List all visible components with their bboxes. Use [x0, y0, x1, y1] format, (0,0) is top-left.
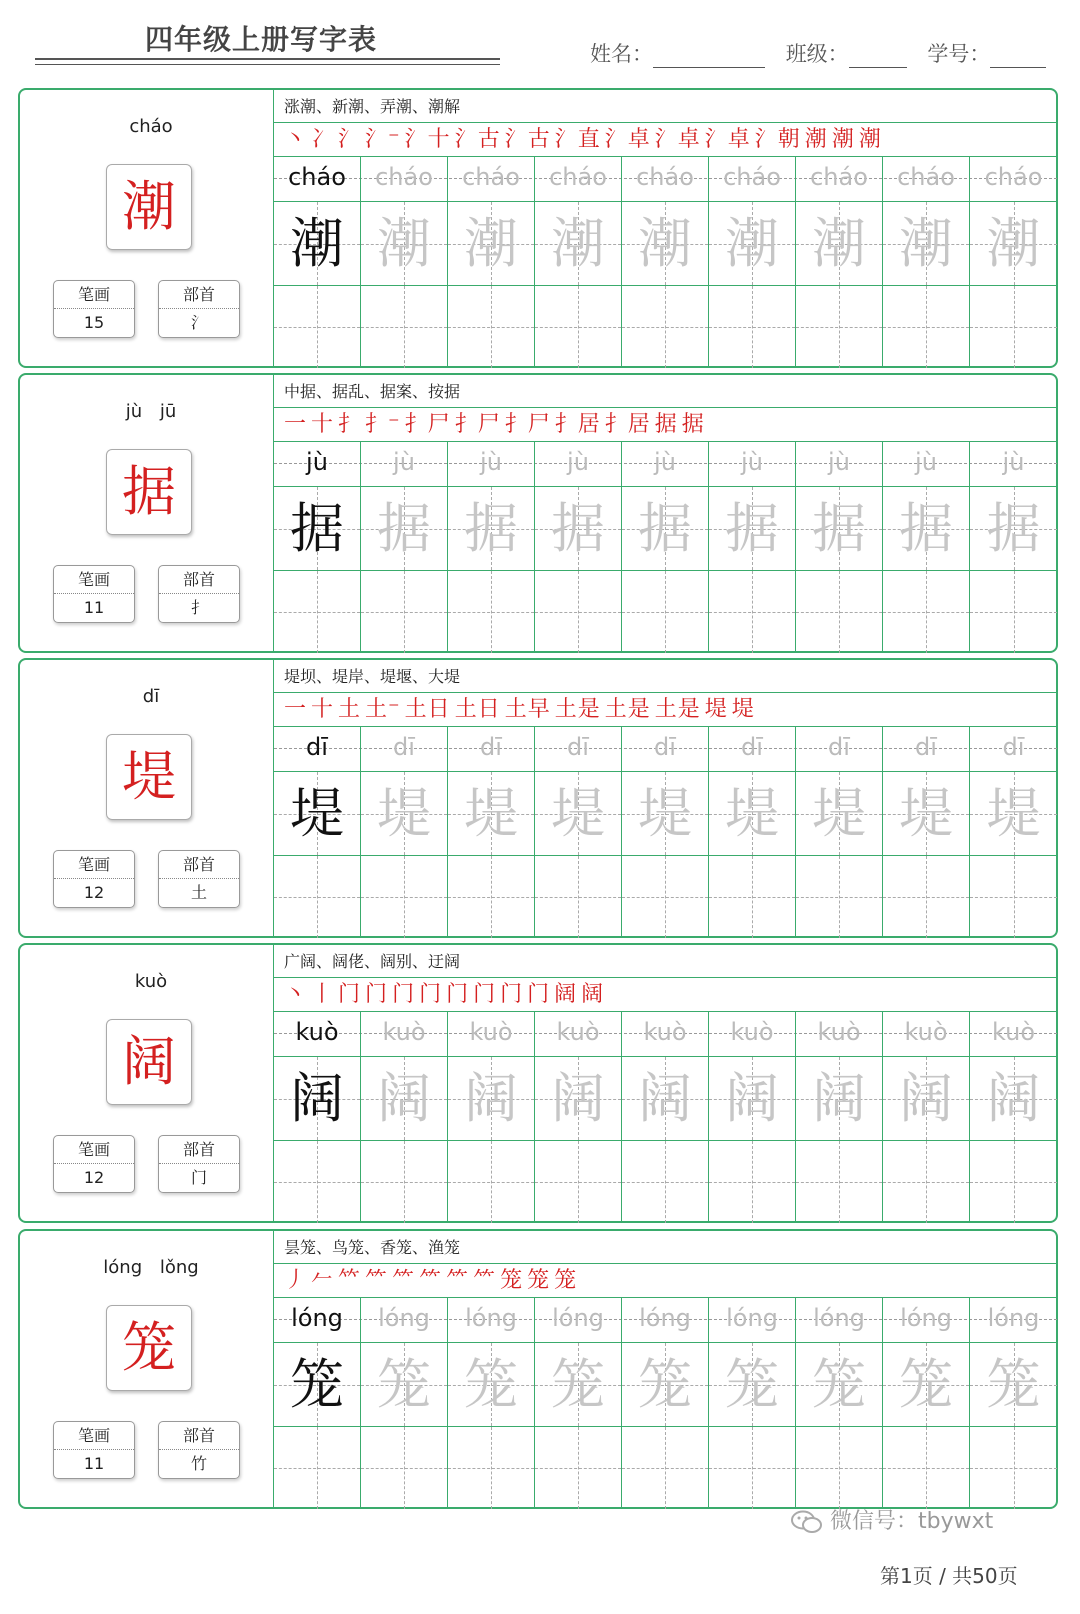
- character-info: [20, 90, 282, 366]
- stroke-step: 笼: [527, 1268, 551, 1293]
- stroke-step: 土是: [654, 697, 701, 722]
- pinyin-cell[interactable]: lóng: [709, 1298, 796, 1342]
- trace-cell[interactable]: 笼: [883, 1343, 970, 1426]
- stroke-step: 潮: [804, 127, 828, 152]
- stroke-step: 门: [500, 982, 524, 1007]
- stroke-step: 氵古: [454, 127, 501, 152]
- trace-cell[interactable]: 阔: [622, 1057, 709, 1140]
- blank-cell[interactable]: [274, 1427, 361, 1509]
- pinyin-cell[interactable]: dī: [796, 727, 883, 771]
- stroke-step: 堤: [704, 697, 728, 722]
- trace-row: [274, 202, 1057, 286]
- blank-cell[interactable]: [535, 856, 622, 938]
- trace-cell[interactable]: 阔: [361, 1057, 448, 1140]
- stroke-step: 氵: [338, 127, 362, 152]
- pinyin-cell[interactable]: kuò: [709, 1012, 796, 1056]
- student-fields: [590, 38, 1060, 68]
- blank-cell[interactable]: [970, 856, 1057, 938]
- stroke-step: 丨: [311, 982, 335, 1007]
- example-words: 广阔、阔佬、阔别、迂阔: [274, 945, 1057, 978]
- stroke-step: ⺮: [473, 1268, 497, 1293]
- trace-cell[interactable]: 笼: [448, 1343, 535, 1426]
- character-info: [20, 660, 282, 936]
- character-pinyin: lóng lǒng: [103, 1257, 199, 1278]
- stroke-order: [274, 693, 1057, 727]
- pinyin-row: [274, 442, 1057, 487]
- pinyin-cell[interactable]: cháo: [448, 157, 535, 201]
- stroke-step: 扌⁻: [365, 412, 401, 437]
- stroke-step: 土⁻: [365, 697, 401, 722]
- pinyin-cell[interactable]: cháo: [274, 157, 361, 201]
- trace-cell[interactable]: 阔: [796, 1057, 883, 1140]
- pinyin-row: [274, 157, 1057, 202]
- practice-grid: [274, 442, 1057, 653]
- trace-row: [274, 1057, 1057, 1141]
- blank-cell[interactable]: [883, 1427, 970, 1509]
- stroke-step: 阔: [581, 982, 605, 1007]
- trace-cell[interactable]: 潮: [796, 202, 883, 285]
- blank-cell[interactable]: [796, 1427, 883, 1509]
- stroke-step: 土日: [454, 697, 501, 722]
- trace-cell[interactable]: 堤: [883, 772, 970, 855]
- stroke-step: 门: [338, 982, 362, 1007]
- practice-grid: [274, 157, 1057, 368]
- pinyin-row: [274, 1298, 1057, 1343]
- practice-area: [273, 660, 1057, 936]
- trace-cell[interactable]: 堤: [535, 772, 622, 855]
- blank-row: [274, 1427, 1057, 1509]
- practice-grid: [274, 727, 1057, 938]
- pinyin-cell[interactable]: lóng: [987, 1304, 1040, 1332]
- pinyin-cell[interactable]: jù: [274, 442, 361, 486]
- stroke-step: 扌尸: [454, 412, 501, 437]
- stroke-step: ⺮: [419, 1268, 443, 1293]
- trace-cell[interactable]: 堤: [709, 772, 796, 855]
- trace-cell[interactable]: 据: [622, 487, 709, 570]
- character-glyph: 据: [106, 449, 192, 535]
- blank-row: [274, 571, 1057, 653]
- stroke-step: 扌尸: [504, 412, 551, 437]
- blank-cell[interactable]: [274, 856, 361, 938]
- example-words: 涨潮、新潮、弄潮、潮解: [274, 90, 1057, 123]
- stroke-step: 十: [311, 412, 335, 437]
- trace-cell[interactable]: 堤: [361, 772, 448, 855]
- stroke-step: 笼: [554, 1268, 578, 1293]
- wechat-icon: [790, 1510, 824, 1534]
- stroke-step: 潮: [858, 127, 882, 152]
- trace-cell[interactable]: 笼: [622, 1343, 709, 1426]
- pinyin-cell[interactable]: jù: [448, 442, 535, 486]
- stroke-step: 扌居: [554, 412, 601, 437]
- trace-cell[interactable]: 笼: [796, 1343, 883, 1426]
- stroke-order: [274, 123, 1057, 157]
- pinyin-cell[interactable]: cháo: [796, 157, 883, 201]
- pinyin-cell[interactable]: kuò: [535, 1012, 622, 1056]
- title-underline: [35, 58, 500, 60]
- stroke-step: 土是: [604, 697, 651, 722]
- blank-cell[interactable]: [361, 286, 448, 368]
- example-words: 昙笼、鸟笼、香笼、渔笼: [274, 1231, 1057, 1264]
- stroke-step: 氵卓: [604, 127, 651, 152]
- radical-badge: 部首 土: [158, 850, 240, 908]
- pinyin-cell[interactable]: dī: [622, 727, 709, 771]
- page-header: [0, 0, 1080, 90]
- blank-cell[interactable]: [709, 1427, 796, 1509]
- stroke-step: 门: [446, 982, 470, 1007]
- trace-cell[interactable]: 笼: [535, 1343, 622, 1426]
- blank-cell[interactable]: [796, 856, 883, 938]
- pinyin-cell[interactable]: jù: [883, 442, 970, 486]
- page-number: 第1页 / 共50页: [880, 1564, 1018, 1588]
- stroke-step: 潮: [831, 127, 855, 152]
- stroke-order: [274, 1264, 1057, 1298]
- trace-cell[interactable]: 潮: [970, 202, 1057, 285]
- trace-cell[interactable]: 阔: [448, 1057, 535, 1140]
- pinyin-cell[interactable]: lóng: [796, 1298, 883, 1342]
- trace-cell[interactable]: 堤: [796, 772, 883, 855]
- pinyin-row: [274, 1012, 1057, 1057]
- pinyin-cell[interactable]: cháo: [361, 157, 448, 201]
- stroke-step: 一: [284, 412, 308, 437]
- stroke-step: 土是: [554, 697, 601, 722]
- trace-cell[interactable]: 潮: [622, 202, 709, 285]
- blank-cell[interactable]: [622, 856, 709, 938]
- character-pinyin: jù jū: [125, 401, 177, 422]
- pinyin-cell[interactable]: jù: [535, 442, 622, 486]
- pinyin-cell[interactable]: jù: [709, 442, 796, 486]
- stroke-count-badge: 笔画 11: [53, 565, 135, 623]
- stroke-step: 氵十: [404, 127, 451, 152]
- stroke-step: 氵古: [504, 127, 551, 152]
- stroke-step: 氵卓: [704, 127, 751, 152]
- trace-cell[interactable]: 笼: [274, 1343, 361, 1426]
- pinyin-cell[interactable]: kuò: [361, 1012, 448, 1056]
- example-words: 堤坝、堤岸、堤堰、大堤: [274, 660, 1057, 693]
- stroke-step: 门: [473, 982, 497, 1007]
- trace-cell[interactable]: 堤: [274, 772, 361, 855]
- stroke-step: 冫: [311, 127, 335, 152]
- pinyin-cell[interactable]: lóng: [274, 1298, 361, 1342]
- blank-cell[interactable]: [622, 286, 709, 368]
- stroke-step: 扌: [338, 412, 362, 437]
- blank-cell[interactable]: [361, 571, 448, 653]
- blank-cell[interactable]: [448, 571, 535, 653]
- trace-cell[interactable]: 笼: [709, 1343, 796, 1426]
- trace-cell[interactable]: 阔: [709, 1057, 796, 1140]
- stroke-step: 丶: [284, 982, 308, 1007]
- pinyin-cell[interactable]: kuò: [622, 1012, 709, 1056]
- example-words: 中据、据乱、据案、按据: [274, 375, 1057, 408]
- blank-cell[interactable]: [274, 286, 361, 368]
- blank-cell[interactable]: [448, 1427, 535, 1509]
- pinyin-cell[interactable]: cháo: [709, 157, 796, 201]
- stroke-step: 扌居: [604, 412, 651, 437]
- stroke-step: 𠂉: [311, 1268, 335, 1293]
- pinyin-cell[interactable]: lóng: [622, 1298, 709, 1342]
- pinyin-cell[interactable]: dī: [448, 727, 535, 771]
- blank-cell[interactable]: [709, 571, 796, 653]
- trace-cell[interactable]: 堤: [448, 772, 535, 855]
- trace-cell[interactable]: 据: [709, 487, 796, 570]
- blank-cell[interactable]: [709, 856, 796, 938]
- radical-badge: 部首 竹: [158, 1421, 240, 1479]
- practice-area: [273, 945, 1057, 1221]
- stroke-step: 氵卓: [654, 127, 701, 152]
- trace-cell[interactable]: 阔: [883, 1057, 970, 1140]
- trace-row: [274, 1343, 1057, 1427]
- pinyin-cell[interactable]: kuò: [274, 1012, 361, 1056]
- watermark: 微信号：tbywxt: [790, 1504, 993, 1535]
- practice-area: [273, 1231, 1057, 1507]
- pinyin-cell[interactable]: jù: [1002, 448, 1025, 476]
- blank-cell[interactable]: [883, 571, 970, 653]
- blank-cell[interactable]: [796, 286, 883, 368]
- pinyin-cell[interactable]: cháo: [984, 163, 1043, 191]
- blank-cell[interactable]: [274, 571, 361, 653]
- character-glyph: 潮: [106, 164, 192, 250]
- stroke-step: 一: [284, 697, 308, 722]
- practice-grid: [274, 1298, 1057, 1509]
- character-card: [18, 373, 1058, 653]
- character-info: [20, 945, 282, 1221]
- stroke-step: 扌尸: [404, 412, 451, 437]
- blank-cell[interactable]: [448, 286, 535, 368]
- stroke-step: 十: [311, 697, 335, 722]
- page-title: 四年级上册写字表: [145, 23, 378, 56]
- pinyin-cell[interactable]: kuò: [991, 1018, 1036, 1046]
- stroke-step: 土日: [404, 697, 451, 722]
- character-card: [18, 1229, 1058, 1509]
- character-glyph: 堤: [106, 734, 192, 820]
- stroke-step: 土: [338, 697, 362, 722]
- stroke-step: 氵直: [554, 127, 601, 152]
- pinyin-cell[interactable]: cháo: [883, 157, 970, 201]
- pinyin-cell[interactable]: dī: [1002, 733, 1025, 761]
- trace-cell[interactable]: 据: [448, 487, 535, 570]
- blank-cell[interactable]: [361, 1141, 448, 1223]
- pinyin-cell[interactable]: lóng: [361, 1298, 448, 1342]
- blank-cell[interactable]: [622, 1141, 709, 1223]
- stroke-step: 据: [654, 412, 678, 437]
- blank-row: [274, 286, 1057, 368]
- pinyin-cell[interactable]: dī: [535, 727, 622, 771]
- trace-row: [274, 487, 1057, 571]
- radical-badge: 部首 氵: [158, 280, 240, 338]
- trace-cell[interactable]: 据: [274, 487, 361, 570]
- blank-cell[interactable]: [535, 1141, 622, 1223]
- blank-cell[interactable]: [361, 856, 448, 938]
- blank-row: [274, 1141, 1057, 1223]
- stroke-count-badge: 笔画 15: [53, 280, 135, 338]
- pinyin-cell[interactable]: kuò: [796, 1012, 883, 1056]
- blank-cell[interactable]: [970, 286, 1057, 368]
- pinyin-cell[interactable]: cháo: [622, 157, 709, 201]
- stroke-step: 丶: [284, 127, 308, 152]
- blank-cell[interactable]: [883, 286, 970, 368]
- practice-area: [273, 90, 1057, 366]
- trace-cell[interactable]: 阔: [535, 1057, 622, 1140]
- trace-cell[interactable]: 潮: [361, 202, 448, 285]
- character-info: [20, 1231, 282, 1507]
- practice-area: [273, 375, 1057, 651]
- student-number-field[interactable]: 学号：: [927, 38, 1046, 68]
- character-card: [18, 88, 1058, 368]
- trace-cell[interactable]: 据: [796, 487, 883, 570]
- trace-cell[interactable]: 阔: [970, 1057, 1057, 1140]
- stroke-step: 阔: [554, 982, 578, 1007]
- character-pinyin: kuò: [134, 971, 168, 992]
- pinyin-cell[interactable]: dī: [883, 727, 970, 771]
- stroke-step: 土早: [504, 697, 551, 722]
- stroke-step: 氵朝: [754, 127, 801, 152]
- pinyin-cell[interactable]: jù: [361, 442, 448, 486]
- trace-cell[interactable]: 阔: [274, 1057, 361, 1140]
- stroke-step: 氵⁻: [365, 127, 401, 152]
- trace-cell[interactable]: 堤: [970, 772, 1057, 855]
- stroke-count-badge: 笔画 12: [53, 1135, 135, 1193]
- stroke-step: 门: [419, 982, 443, 1007]
- blank-cell[interactable]: [622, 571, 709, 653]
- pinyin-cell[interactable]: dī: [361, 727, 448, 771]
- pinyin-cell[interactable]: jù: [796, 442, 883, 486]
- trace-cell[interactable]: 据: [361, 487, 448, 570]
- pinyin-cell[interactable]: lóng: [448, 1298, 535, 1342]
- pinyin-row: [274, 727, 1057, 772]
- trace-cell[interactable]: 笼: [361, 1343, 448, 1426]
- pinyin-cell[interactable]: dī: [274, 727, 361, 771]
- character-card: [18, 658, 1058, 938]
- trace-cell[interactable]: 潮: [535, 202, 622, 285]
- pinyin-cell[interactable]: dī: [709, 727, 796, 771]
- blank-cell[interactable]: [274, 1141, 361, 1223]
- trace-cell[interactable]: 据: [883, 487, 970, 570]
- stroke-count-badge: 笔画 11: [53, 1421, 135, 1479]
- stroke-step: 𥫗: [338, 1268, 362, 1293]
- blank-row: [274, 856, 1057, 938]
- blank-cell[interactable]: [535, 1427, 622, 1509]
- character-card: [18, 943, 1058, 1223]
- character-glyph: 笼: [106, 1305, 192, 1391]
- pinyin-cell[interactable]: jù: [622, 442, 709, 486]
- blank-cell[interactable]: [448, 856, 535, 938]
- blank-cell[interactable]: [883, 856, 970, 938]
- blank-cell[interactable]: [535, 571, 622, 653]
- blank-cell[interactable]: [796, 571, 883, 653]
- stroke-step: 门: [365, 982, 389, 1007]
- stroke-step: 据: [681, 412, 705, 437]
- pinyin-cell[interactable]: lóng: [535, 1298, 622, 1342]
- pinyin-cell[interactable]: cháo: [535, 157, 622, 201]
- trace-cell[interactable]: 笼: [970, 1343, 1057, 1426]
- stroke-step: ⺮: [392, 1268, 416, 1293]
- blank-cell[interactable]: [709, 286, 796, 368]
- blank-cell[interactable]: [361, 1427, 448, 1509]
- pinyin-cell[interactable]: lóng: [883, 1298, 970, 1342]
- radical-badge: 部首 扌: [158, 565, 240, 623]
- stroke-order: [274, 408, 1057, 442]
- blank-cell[interactable]: [709, 1141, 796, 1223]
- blank-cell[interactable]: [970, 1141, 1057, 1223]
- stroke-count-badge: 笔画 12: [53, 850, 135, 908]
- title-underline-thin: [35, 64, 500, 65]
- character-pinyin: dī: [142, 686, 160, 707]
- blank-cell[interactable]: [796, 1141, 883, 1223]
- blank-cell[interactable]: [883, 1141, 970, 1223]
- trace-cell[interactable]: 潮: [709, 202, 796, 285]
- character-pinyin: cháo: [129, 116, 173, 137]
- trace-cell[interactable]: 潮: [274, 202, 361, 285]
- name-field[interactable]: 姓名：: [590, 38, 765, 68]
- pinyin-cell[interactable]: kuò: [883, 1012, 970, 1056]
- trace-cell[interactable]: 堤: [622, 772, 709, 855]
- character-info: [20, 375, 282, 651]
- trace-cell[interactable]: 潮: [448, 202, 535, 285]
- practice-grid: [274, 1012, 1057, 1223]
- radical-badge: 部首 门: [158, 1135, 240, 1193]
- trace-cell[interactable]: 据: [970, 487, 1057, 570]
- trace-row: [274, 772, 1057, 856]
- stroke-step: 堤: [731, 697, 755, 722]
- blank-cell[interactable]: [970, 571, 1057, 653]
- character-glyph: 阔: [106, 1019, 192, 1105]
- trace-cell[interactable]: 据: [535, 487, 622, 570]
- blank-cell[interactable]: [448, 1141, 535, 1223]
- blank-cell[interactable]: [535, 286, 622, 368]
- stroke-step: ⺮: [365, 1268, 389, 1293]
- stroke-step: 丿: [284, 1268, 308, 1293]
- stroke-step: ⺮: [446, 1268, 470, 1293]
- stroke-step: 门: [527, 982, 551, 1007]
- stroke-step: 笼: [500, 1268, 524, 1293]
- stroke-order: [274, 978, 1057, 1012]
- stroke-step: 门: [392, 982, 416, 1007]
- pinyin-cell[interactable]: kuò: [448, 1012, 535, 1056]
- blank-cell[interactable]: [622, 1427, 709, 1509]
- blank-cell[interactable]: [970, 1427, 1057, 1509]
- trace-cell[interactable]: 潮: [883, 202, 970, 285]
- class-field[interactable]: 班级：: [786, 38, 907, 68]
